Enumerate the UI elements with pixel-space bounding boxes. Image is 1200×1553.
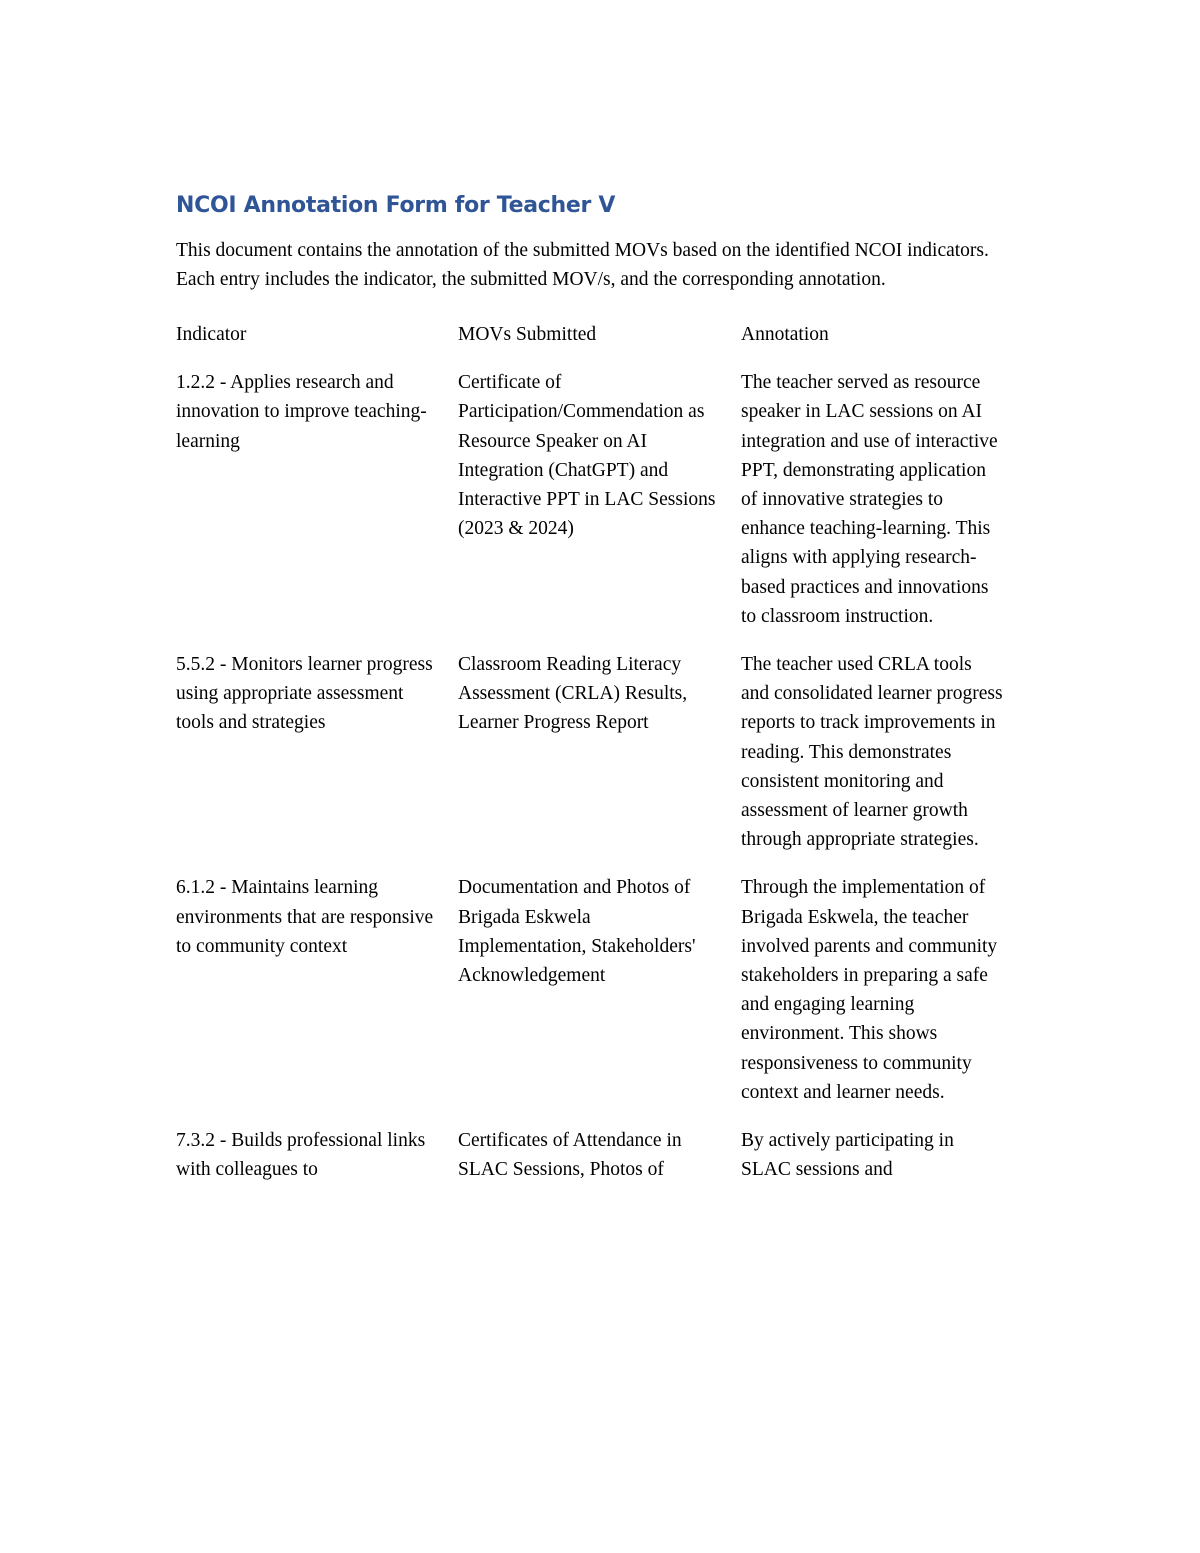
header-indicator: Indicator <box>176 324 247 345</box>
table-row <box>176 368 1026 650</box>
movs-cell: Documentation and Photos of Brigada Eskwela Implementation, Stakeholders' Acknowledgement <box>458 877 696 987</box>
annotation-cell: The teacher served as resource speaker in LAC sessions on AI integration and use of interactive PPT, demonstrating application of innovative strategies to enhance teaching-learning. This aligns with applying research-based practices and innovations to classroom instruction. <box>741 372 998 627</box>
indicator-cell: 5.5.2 - Monitors learner progress using appropriate assessment tools and strategies <box>176 654 433 734</box>
document-title: NCOI Annotation Form for Teacher V <box>176 193 616 218</box>
header-movs-submitted: MOVs Submitted <box>458 324 597 345</box>
indicator-cell: 6.1.2 - Maintains learning environments that are responsive to community context <box>176 877 434 957</box>
annotation-cell: By actively participating in SLAC sessions and <box>741 1130 954 1181</box>
document-intro: This document contains the annotation of the submitted MOVs based on the identified NCOI indicators. Each entry includes the indicator, the submitted MOV/s, and the corresponding annotation. <box>176 240 989 290</box>
table-row <box>176 873 1026 1126</box>
header-annotation: Annotation <box>741 324 829 345</box>
table-row <box>176 1126 1026 1203</box>
indicator-cell: 7.3.2 - Builds professional links with colleagues to <box>176 1130 426 1181</box>
table-header-row <box>176 320 1026 368</box>
annotation-cell: Through the implementation of Brigada Eskwela, the teacher involved parents and community stakeholders in preparing a safe and engaging learning environment. This shows responsiveness to community context and learner needs. <box>741 877 998 1103</box>
document-page <box>176 190 1036 1203</box>
annotation-cell: The teacher used CRLA tools and consolidated learner progress reports to track improvements in reading. This demonstrates consistent monitoring and assessment of learner growth through appropriate strategies. <box>741 654 1003 851</box>
movs-cell: Classroom Reading Literacy Assessment (CRLA) Results, Learner Progress Report <box>458 654 688 734</box>
annotation-table <box>176 320 1026 1203</box>
indicator-cell: 1.2.2 - Applies research and innovation to improve teaching-learning <box>176 372 427 452</box>
movs-cell: Certificate of Participation/Commendation as Resource Speaker on AI Integration (ChatGPT) and Interactive PPT in LAC Sessions (2023 & 2024) <box>458 372 716 540</box>
table-row <box>176 650 1026 873</box>
movs-cell: Certificates of Attendance in SLAC Sessions, Photos of <box>458 1130 682 1181</box>
